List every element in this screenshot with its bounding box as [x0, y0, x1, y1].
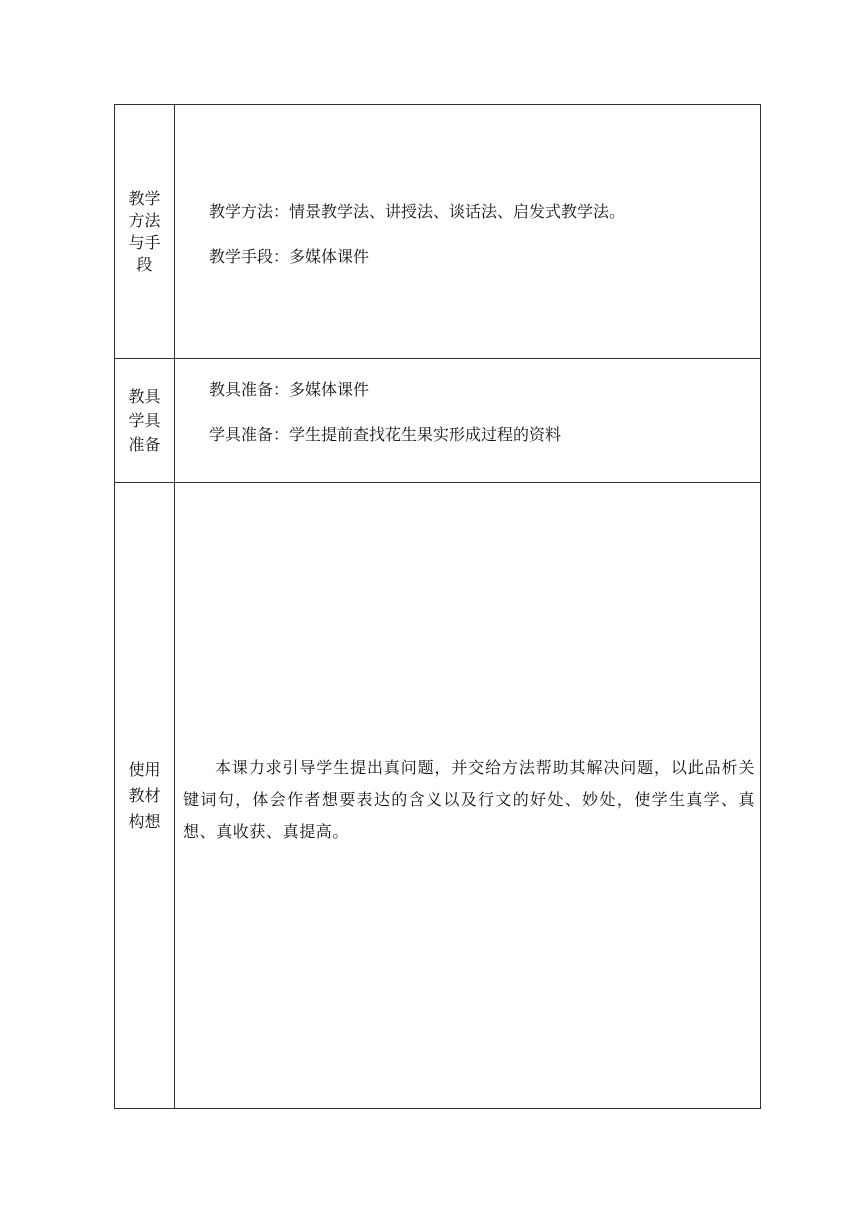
teacher-tools-text: 教具准备：多媒体课件: [209, 380, 370, 399]
teaching-methods-label-line: 方法: [128, 210, 161, 230]
teaching-methods-text: 教学方法：情景教学法、讲授法、谈话法、启发式教学法。: [209, 202, 626, 221]
teaching-methods-label-line: 段: [136, 254, 153, 274]
teaching-concept-paragraph: 本课力求引导学生提出真问题，并交给方法帮助其解决问题，以此品析关键词句，体会作者想要表达的含义以及行文的好处、妙处，使学生真学、真想、真收获、真提高。: [183, 758, 755, 841]
teaching-concept-label-line: 使用: [128, 759, 161, 779]
teaching-concept-label-line: 教材: [128, 785, 161, 805]
teaching-concept-label-line: 构想: [128, 811, 161, 831]
teaching-concept-label-cell: [115, 483, 175, 1109]
teaching-tools-content-cell: [175, 359, 761, 483]
teaching-methods-label-line: 与手: [128, 232, 161, 252]
teaching-tools-label-line: 准备: [128, 434, 161, 454]
table-row-teaching-methods: [115, 105, 761, 359]
lesson-plan-table: [114, 104, 761, 1109]
table-row-teaching-tools: [115, 359, 761, 483]
teaching-concept-content-cell: [175, 483, 761, 1109]
student-tools-text: 学具准备：学生提前查找花生果实形成过程的资料: [209, 425, 562, 444]
teaching-tools-label-line: 学具: [128, 410, 161, 430]
table-row-teaching-concept: [115, 483, 761, 1109]
teaching-methods-label-cell: [115, 105, 175, 359]
teaching-methods-label-line: 教学: [128, 188, 161, 208]
teaching-methods-content-cell: [175, 105, 761, 359]
teaching-tools-label-line: 教具: [128, 386, 161, 406]
teaching-means-text: 教学手段：多媒体课件: [209, 247, 370, 266]
teaching-tools-label-cell: [115, 359, 175, 483]
